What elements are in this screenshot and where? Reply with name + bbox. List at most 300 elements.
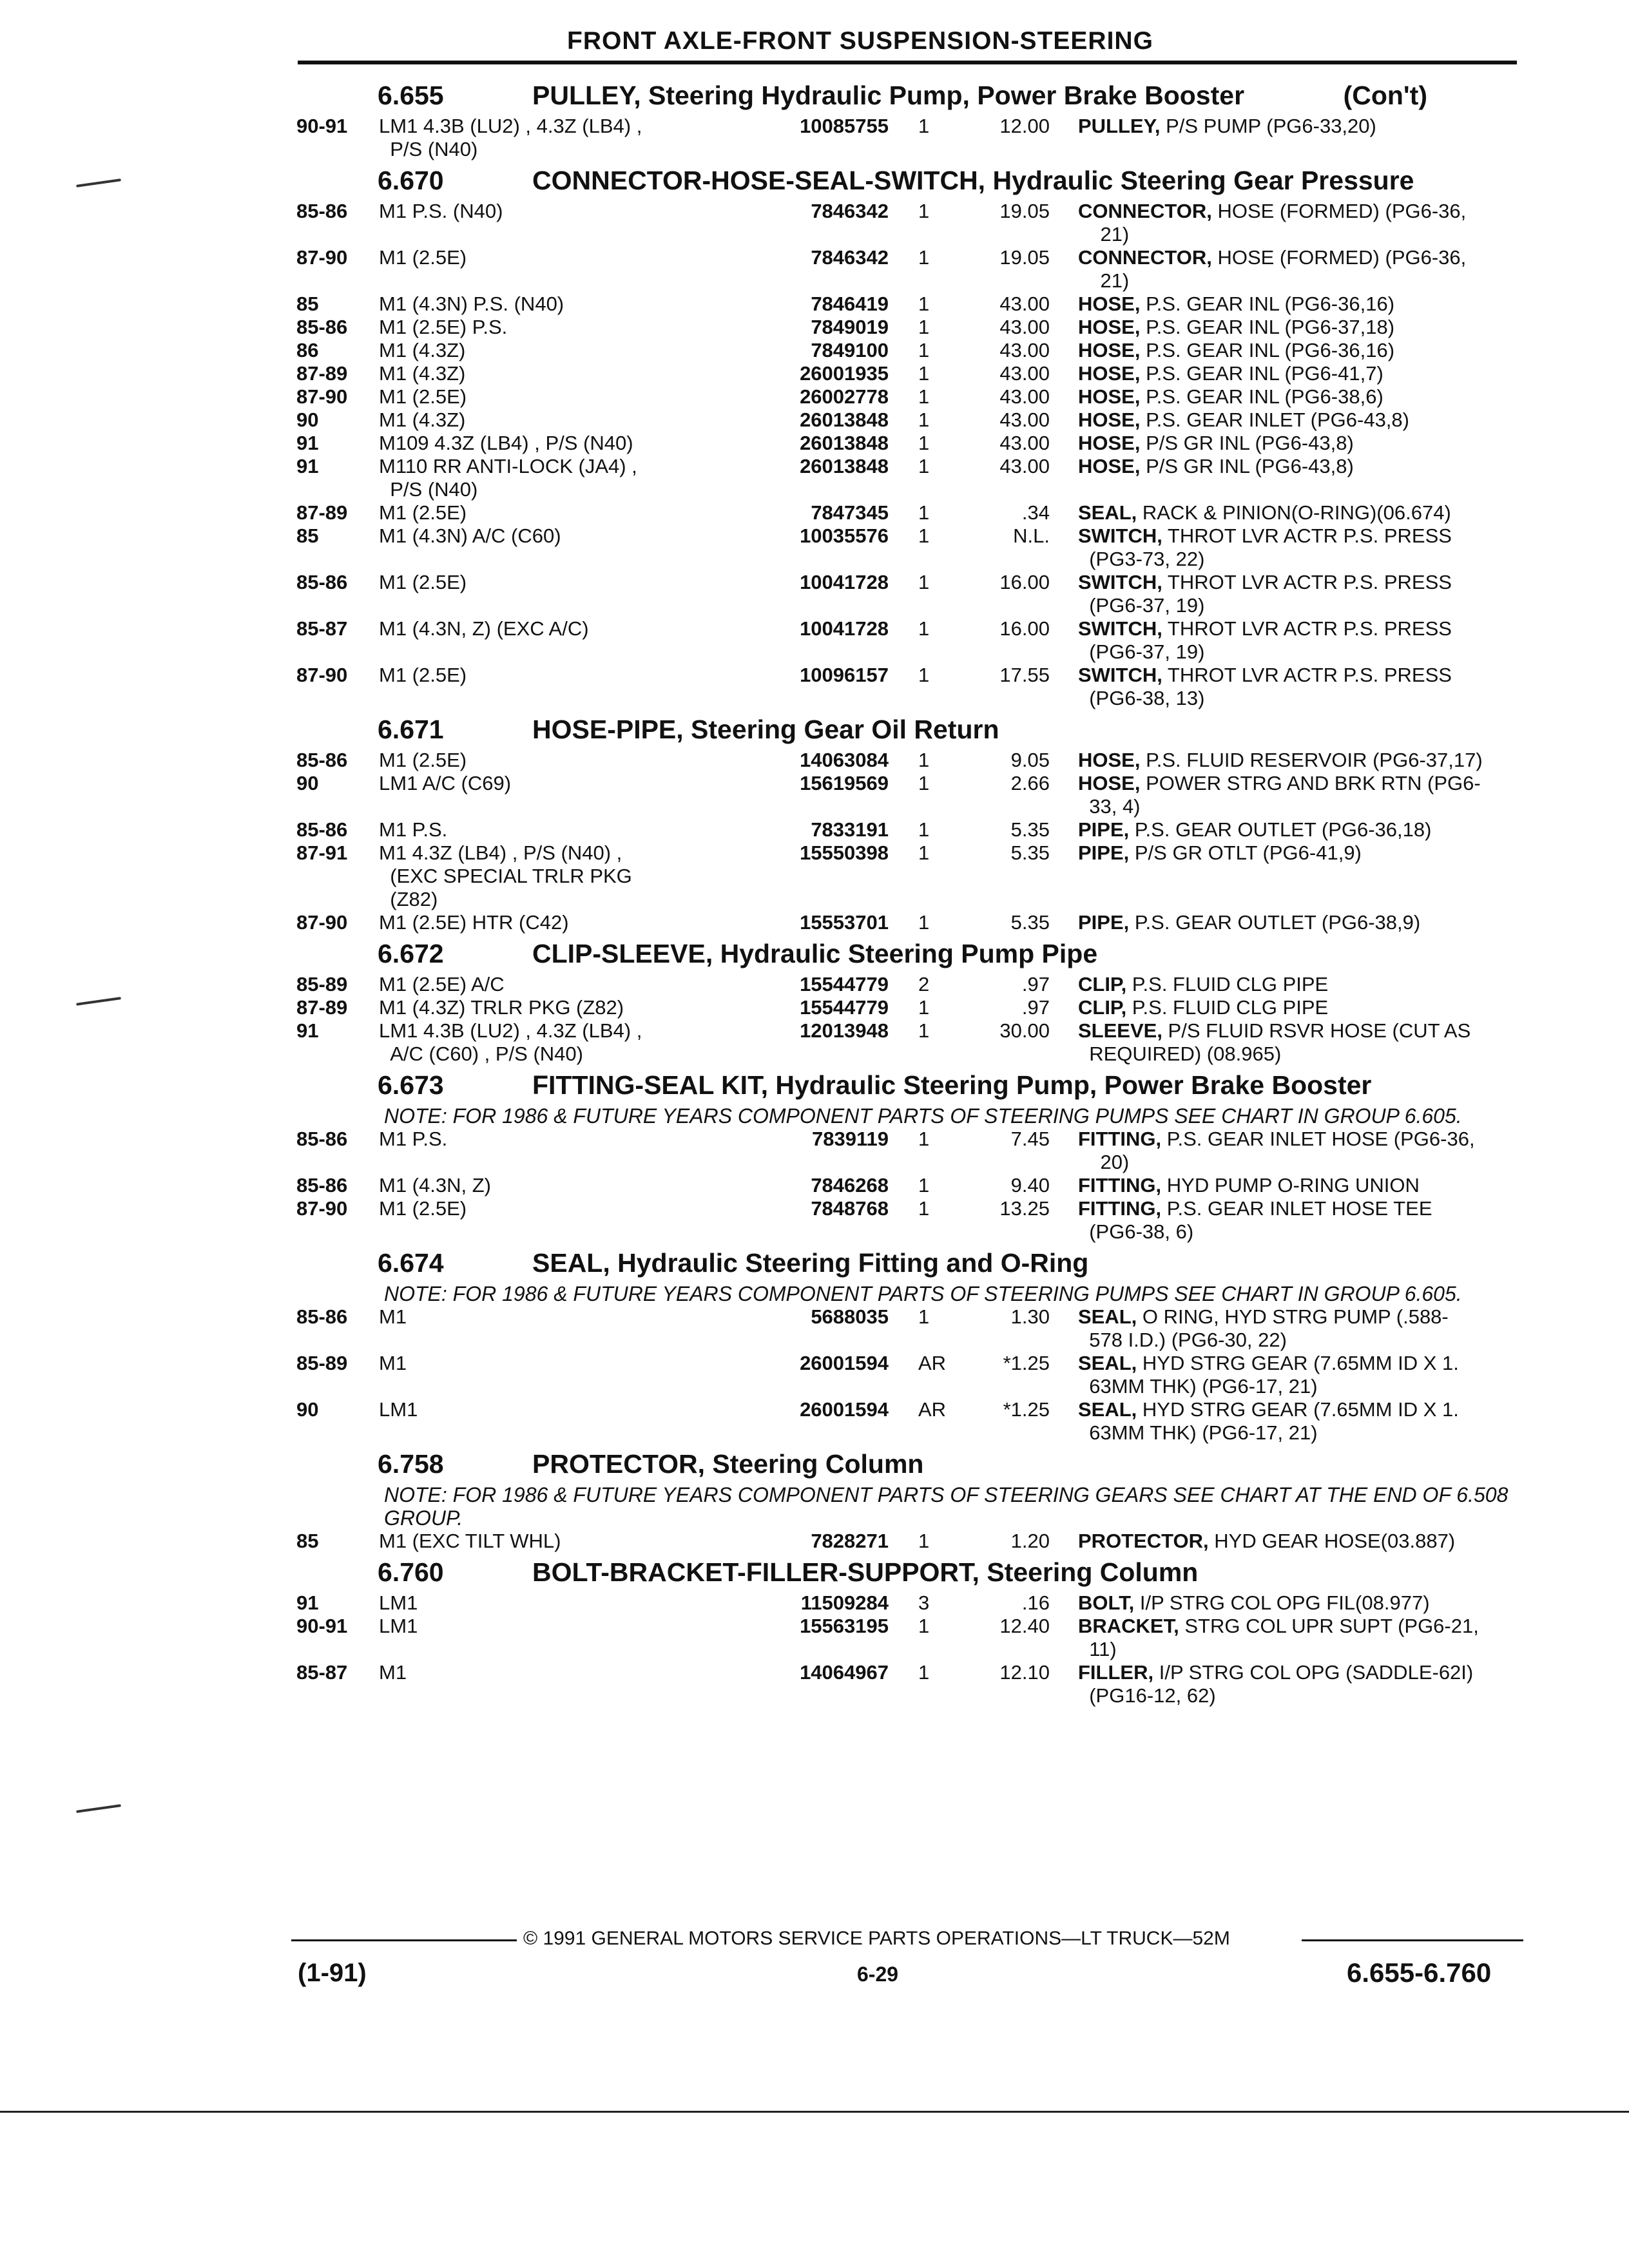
- part-name: PULLEY,: [1078, 115, 1161, 137]
- part-description: [1063, 1352, 1524, 1398]
- model-years: 85-87: [296, 1661, 348, 1684]
- model-usage: M1 (2.5E) A/C: [379, 973, 505, 995]
- page-number: 6-29: [857, 1963, 899, 1986]
- part-name: SEAL,: [1078, 501, 1137, 524]
- part-description: [1063, 115, 1524, 161]
- part-description: [1063, 455, 1524, 501]
- part-name: HOSE,: [1078, 339, 1141, 361]
- list-price: .97: [1021, 973, 1050, 995]
- part-detail: P.S. GEAR INL (PG6-38,6): [1140, 385, 1383, 408]
- model-usage: M1 (4.3N, Z): [379, 1174, 491, 1196]
- quantity: 1: [918, 749, 930, 771]
- list-price: N.L.: [1013, 524, 1050, 547]
- table-row: [296, 316, 1524, 339]
- part-description: [1063, 749, 1524, 772]
- part-number: 12013948: [800, 1019, 889, 1042]
- model-years: 86: [296, 339, 319, 361]
- part-name: HOSE,: [1078, 455, 1141, 477]
- model-usage: M1: [379, 1661, 407, 1684]
- section-6-760: [296, 1553, 1524, 1707]
- part-name: PROTECTOR,: [1078, 1530, 1209, 1552]
- table-row: [296, 293, 1524, 316]
- list-price: 2.66: [1010, 772, 1050, 794]
- part-name: HOSE,: [1078, 749, 1141, 771]
- model-years: 85-86: [296, 1305, 348, 1328]
- table-row: [296, 362, 1524, 385]
- section-title: SEAL, Hydraulic Steering Fitting and O-Ring: [532, 1248, 1089, 1278]
- part-number: 15544779: [800, 973, 889, 995]
- quantity: 1: [918, 772, 930, 794]
- section-number: 6.760: [378, 1557, 444, 1587]
- part-detail: P.S. GEAR INL (PG6-36,16): [1140, 293, 1395, 315]
- model-usage: M109 4.3Z (LB4) , P/S (N40): [379, 432, 633, 454]
- model-years: 87-90: [296, 1197, 348, 1220]
- model-usage: M1 (4.3N) A/C (C60): [379, 524, 561, 547]
- model-usage: M1 (2.5E) P.S.: [379, 316, 508, 338]
- table-row: [296, 1174, 1524, 1197]
- part-number: 14063084: [800, 749, 889, 771]
- model-years: 85-87: [296, 617, 348, 640]
- part-detail: STRG COL UPR SUPT (PG6-21, 11): [1089, 1615, 1479, 1660]
- list-price: 16.00: [999, 571, 1050, 593]
- part-description: [1063, 1128, 1524, 1174]
- list-price: 19.05: [999, 246, 1050, 269]
- part-name: SWITCH,: [1078, 664, 1162, 686]
- list-price: 43.00: [999, 432, 1050, 454]
- table-row: [296, 200, 1524, 246]
- quantity: 1: [918, 293, 930, 315]
- part-number: 7846342: [811, 246, 889, 269]
- part-number: 5688035: [811, 1305, 889, 1328]
- part-detail: I/P STRG COL OPG (SADDLE-62I) (PG16-12, 62): [1089, 1661, 1474, 1707]
- model-years: 87-90: [296, 664, 348, 686]
- part-detail: THROT LVR ACTR P.S. PRESS (PG6-38, 13): [1089, 664, 1452, 709]
- section-heading: [296, 76, 1524, 115]
- part-name: BOLT,: [1078, 1591, 1135, 1614]
- part-description: [1063, 664, 1524, 710]
- section-heading: [296, 710, 1524, 749]
- part-detail: P.S. GEAR OUTLET (PG6-38,9): [1129, 911, 1421, 934]
- model-years: 90: [296, 772, 319, 794]
- section-number: 6.673: [378, 1070, 444, 1100]
- list-price: 19.05: [999, 200, 1050, 222]
- section-6-671: [296, 710, 1524, 934]
- section-number: 6.671: [378, 715, 444, 744]
- part-number: 10041728: [800, 617, 889, 640]
- quantity: 3: [918, 1591, 930, 1614]
- model-usage: M1 (2.5E): [379, 571, 467, 593]
- list-price: .34: [1021, 501, 1050, 524]
- model-years: 85-86: [296, 749, 348, 771]
- table-row: [296, 1615, 1524, 1661]
- part-detail: P.S. FLUID CLG PIPE: [1126, 996, 1329, 1019]
- part-name: PIPE,: [1078, 841, 1130, 864]
- list-price: 43.00: [999, 455, 1050, 477]
- part-detail: P/S GR OTLT (PG6-41,9): [1129, 841, 1362, 864]
- part-name: CLIP,: [1078, 996, 1127, 1019]
- list-price: 5.35: [1010, 841, 1050, 864]
- model-years: 85: [296, 1530, 319, 1552]
- section-6-670: [296, 161, 1524, 710]
- part-detail: P.S. GEAR OUTLET (PG6-36,18): [1129, 818, 1432, 841]
- margin-mark: [76, 1804, 121, 1813]
- section-heading: [296, 1553, 1524, 1591]
- table-row: [296, 339, 1524, 362]
- list-price: *1.25: [1003, 1352, 1050, 1374]
- part-description: [1063, 524, 1524, 571]
- table-row: [296, 664, 1524, 710]
- model-usage: M1 P.S.: [379, 818, 448, 841]
- part-description: [1063, 973, 1524, 996]
- part-description: [1063, 200, 1524, 246]
- section-6-674: [296, 1244, 1524, 1445]
- model-years: 91: [296, 432, 319, 454]
- part-name: FILLER,: [1078, 1661, 1154, 1684]
- part-description: [1063, 1398, 1524, 1445]
- table-row: [296, 973, 1524, 996]
- model-usage: M1 P.S. (N40): [379, 200, 503, 222]
- part-detail: P.S. GEAR INLET HOSE TEE (PG6-38, 6): [1089, 1197, 1432, 1243]
- section-number: 6.655: [378, 81, 444, 110]
- section-note: NOTE: FOR 1986 & FUTURE YEARS COMPONENT PARTS OF STEERING GEARS SEE CHART AT THE END OF 6.508 GROUP.: [384, 1483, 1509, 1530]
- model-usage: M1: [379, 1352, 407, 1374]
- quantity: 1: [918, 385, 930, 408]
- part-name: SLEEVE,: [1078, 1019, 1162, 1042]
- part-description: [1063, 246, 1524, 293]
- table-row: [296, 408, 1524, 432]
- part-number: 7846342: [811, 200, 889, 222]
- part-number: 7849019: [811, 316, 889, 338]
- part-name: HOSE,: [1078, 385, 1141, 408]
- table-row: [296, 841, 1524, 911]
- part-name: FITTING,: [1078, 1128, 1162, 1150]
- part-number: 10035576: [800, 524, 889, 547]
- quantity: 1: [918, 841, 930, 864]
- model-usage: M1 (2.5E): [379, 664, 467, 686]
- model-years: 87-90: [296, 911, 348, 934]
- section-6-758: [296, 1445, 1524, 1553]
- part-description: [1063, 1019, 1524, 1066]
- part-number: 7846419: [811, 293, 889, 315]
- quantity: 1: [918, 617, 930, 640]
- model-years: 85-86: [296, 200, 348, 222]
- part-description: [1063, 293, 1524, 316]
- quantity: 1: [918, 200, 930, 222]
- part-number: 26001594: [800, 1398, 889, 1421]
- part-description: [1063, 385, 1524, 408]
- quantity: 1: [918, 911, 930, 934]
- model-usage: LM1 A/C (C69): [379, 772, 512, 794]
- table-row: [296, 115, 1524, 161]
- part-number: 26013848: [800, 432, 889, 454]
- part-name: FITTING,: [1078, 1197, 1162, 1220]
- part-detail: P.S. FLUID RESERVOIR (PG6-37,17): [1140, 749, 1483, 771]
- model-years: 85-86: [296, 316, 348, 338]
- part-description: [1063, 1197, 1524, 1244]
- list-price: 9.40: [1010, 1174, 1050, 1196]
- table-row: [296, 1661, 1524, 1707]
- table-row: [296, 1398, 1524, 1445]
- part-description: [1063, 1530, 1524, 1553]
- model-usage: M1 (2.5E): [379, 246, 467, 269]
- part-name: HOSE,: [1078, 408, 1141, 431]
- model-usage: M1 (2.5E): [379, 1197, 467, 1220]
- section-title: HOSE-PIPE, Steering Gear Oil Return: [532, 715, 999, 744]
- part-number: 26013848: [800, 455, 889, 477]
- section-note: NOTE: FOR 1986 & FUTURE YEARS COMPONENT PARTS OF STEERING PUMPS SEE CHART IN GROUP 6.605.: [384, 1104, 1462, 1128]
- list-price: 7.45: [1010, 1128, 1050, 1150]
- part-name: FITTING,: [1078, 1174, 1162, 1196]
- quantity: 1: [918, 115, 930, 137]
- footer-rule: [291, 1939, 517, 1941]
- model-years: 85-86: [296, 818, 348, 841]
- quantity: 1: [918, 524, 930, 547]
- part-detail: HOSE (FORMED) (PG6-36, 21): [1100, 246, 1467, 292]
- part-number: 10096157: [800, 664, 889, 686]
- header-rule: [298, 61, 1517, 64]
- section-number: 6.670: [378, 166, 444, 195]
- list-price: 9.05: [1010, 749, 1050, 771]
- model-usage: M1 (4.3N, Z) (EXC A/C): [379, 617, 589, 640]
- section-heading: [296, 1445, 1524, 1483]
- model-usage: M1 (4.3Z): [379, 339, 466, 361]
- part-detail: HYD STRG GEAR (7.65MM ID X 1. 63MM THK) (PG6-17, 21): [1089, 1398, 1459, 1444]
- model-usage: M110 RR ANTI-LOCK (JA4) , P/S (N40): [379, 455, 637, 501]
- part-detail: P/S FLUID RSVR HOSE (CUT AS REQUIRED) (08.965): [1089, 1019, 1471, 1065]
- part-description: [1063, 1661, 1524, 1707]
- table-row: [296, 749, 1524, 772]
- table-row: [296, 1591, 1524, 1615]
- part-name: CONNECTOR,: [1078, 200, 1212, 222]
- model-years: 85-89: [296, 973, 348, 995]
- quantity: 1: [918, 996, 930, 1019]
- model-years: 87-89: [296, 362, 348, 385]
- model-years: 87-91: [296, 841, 348, 864]
- part-name: HOSE,: [1078, 432, 1141, 454]
- model-years: 91: [296, 1591, 319, 1614]
- model-usage: M1 P.S.: [379, 1128, 448, 1150]
- quantity: 1: [918, 664, 930, 686]
- quantity: 1: [918, 1174, 930, 1196]
- model-years: 91: [296, 455, 319, 477]
- list-price: 12.00: [999, 115, 1050, 137]
- table-row: [296, 385, 1524, 408]
- part-detail: HOSE (FORMED) (PG6-36, 21): [1100, 200, 1467, 245]
- part-name: HOSE,: [1078, 362, 1141, 385]
- model-usage: LM1: [379, 1615, 418, 1637]
- part-name: CONNECTOR,: [1078, 246, 1212, 269]
- list-price: 5.35: [1010, 818, 1050, 841]
- list-price: 1.30: [1010, 1305, 1050, 1328]
- list-price: 16.00: [999, 617, 1050, 640]
- part-name: CLIP,: [1078, 973, 1127, 995]
- model-years: 85: [296, 524, 319, 547]
- part-detail: POWER STRG AND BRK RTN (PG6- 33, 4): [1089, 772, 1481, 818]
- part-description: [1063, 1305, 1524, 1352]
- model-years: 85: [296, 293, 319, 315]
- table-row: [296, 1197, 1524, 1244]
- list-price: 43.00: [999, 408, 1050, 431]
- section-6-672: [296, 934, 1524, 1066]
- quantity: 1: [918, 339, 930, 361]
- quantity: AR: [918, 1398, 947, 1421]
- margin-mark: [76, 178, 121, 187]
- quantity: 1: [918, 1661, 930, 1684]
- model-years: 87-90: [296, 246, 348, 269]
- model-usage: M1 (4.3Z): [379, 408, 466, 431]
- quantity: 1: [918, 316, 930, 338]
- part-description: [1063, 617, 1524, 664]
- model-years: 87-89: [296, 996, 348, 1019]
- bottom-rule: [0, 2111, 1629, 2113]
- table-row: [296, 455, 1524, 501]
- part-name: BRACKET,: [1078, 1615, 1179, 1637]
- model-usage: M1 (2.5E): [379, 385, 467, 408]
- part-name: HOSE,: [1078, 316, 1141, 338]
- quantity: 1: [918, 246, 930, 269]
- part-description: [1063, 316, 1524, 339]
- part-name: SWITCH,: [1078, 524, 1162, 547]
- table-row: [296, 818, 1524, 841]
- quantity: 1: [918, 1305, 930, 1328]
- table-row: [296, 772, 1524, 818]
- list-price: 43.00: [999, 385, 1050, 408]
- list-price: .16: [1021, 1591, 1050, 1614]
- part-number: 26013848: [800, 408, 889, 431]
- list-price: 12.40: [999, 1615, 1050, 1637]
- copyright: © 1991 GENERAL MOTORS SERVICE PARTS OPERATIONS—LT TRUCK—52M: [523, 1928, 1230, 1949]
- model-years: 90-91: [296, 1615, 348, 1637]
- table-row: [296, 911, 1524, 934]
- table-row: [296, 1530, 1524, 1553]
- quantity: 1: [918, 1530, 930, 1552]
- part-name: HOSE,: [1078, 772, 1141, 794]
- part-number: 7847345: [811, 501, 889, 524]
- quantity: 1: [918, 501, 930, 524]
- section-number: 6.674: [378, 1248, 444, 1278]
- part-description: [1063, 1174, 1524, 1197]
- part-number: 7846268: [811, 1174, 889, 1196]
- part-description: [1063, 339, 1524, 362]
- quantity: 1: [918, 1197, 930, 1220]
- model-years: 87-89: [296, 501, 348, 524]
- part-number: 7849100: [811, 339, 889, 361]
- model-usage: M1 (2.5E): [379, 501, 467, 524]
- part-name: SEAL,: [1078, 1398, 1137, 1421]
- list-price: 43.00: [999, 316, 1050, 338]
- list-price: 17.55: [999, 664, 1050, 686]
- part-number: 15550398: [800, 841, 889, 864]
- part-name: SWITCH,: [1078, 617, 1162, 640]
- part-number: 10041728: [800, 571, 889, 593]
- part-number: 7828271: [811, 1530, 889, 1552]
- part-detail: THROT LVR ACTR P.S. PRESS (PG6-37, 19): [1089, 571, 1452, 617]
- section-heading: [296, 934, 1524, 973]
- quantity: 1: [918, 432, 930, 454]
- section-title: PULLEY, Steering Hydraulic Pump, Power Brake Booster: [532, 81, 1245, 110]
- section-title: FITTING-SEAL KIT, Hydraulic Steering Pump, Power Brake Booster: [532, 1070, 1372, 1100]
- table-row: [296, 1352, 1524, 1398]
- list-price: 43.00: [999, 339, 1050, 361]
- section-note: NOTE: FOR 1986 & FUTURE YEARS COMPONENT PARTS OF STEERING PUMPS SEE CHART IN GROUP 6.605.: [384, 1282, 1462, 1305]
- part-detail: THROT LVR ACTR P.S. PRESS (PG6-37, 19): [1089, 617, 1452, 663]
- part-description: [1063, 772, 1524, 818]
- part-detail: P.S. GEAR INL (PG6-41,7): [1140, 362, 1383, 385]
- part-description: [1063, 818, 1524, 841]
- part-detail: P/S PUMP (PG6-33,20): [1160, 115, 1376, 137]
- part-number: 7833191: [811, 818, 889, 841]
- part-description: [1063, 841, 1524, 911]
- part-detail: HYD GEAR HOSE(03.887): [1208, 1530, 1456, 1552]
- table-row: [296, 1019, 1524, 1066]
- part-name: HOSE,: [1078, 293, 1141, 315]
- table-row: [296, 1128, 1524, 1174]
- part-number: 7839119: [812, 1128, 889, 1150]
- part-number: 15553701: [800, 911, 889, 934]
- part-detail: RACK & PINION(O-RING)(06.674): [1137, 501, 1451, 524]
- quantity: 1: [918, 1019, 930, 1042]
- part-description: [1063, 1591, 1524, 1615]
- part-detail: P.S. GEAR INLET (PG6-43,8): [1140, 408, 1409, 431]
- quantity: 1: [918, 1128, 930, 1150]
- revision-date: (1-91): [298, 1959, 367, 1987]
- quantity: 1: [918, 571, 930, 593]
- part-number: 15619569: [800, 772, 889, 794]
- part-detail: O RING, HYD STRG PUMP (.588- 578 I.D.) (PG6-30, 22): [1089, 1305, 1449, 1351]
- model-usage: LM1 4.3B (LU2) , 4.3Z (LB4) , A/C (C60) , P/S (N40): [379, 1019, 642, 1065]
- model-usage: LM1: [379, 1591, 418, 1614]
- table-row: [296, 996, 1524, 1019]
- part-description: [1063, 432, 1524, 455]
- section-heading: [296, 161, 1524, 200]
- part-detail: THROT LVR ACTR P.S. PRESS (PG3-73, 22): [1089, 524, 1452, 570]
- model-years: 90-91: [296, 115, 348, 137]
- model-usage: M1 (EXC TILT WHL): [379, 1530, 561, 1552]
- section-title: PROTECTOR, Steering Column: [532, 1449, 924, 1479]
- part-description: [1063, 362, 1524, 385]
- quantity: 1: [918, 408, 930, 431]
- quantity: 1: [918, 362, 930, 385]
- part-detail: P.S. FLUID CLG PIPE: [1126, 973, 1329, 995]
- part-number: 15544779: [800, 996, 889, 1019]
- model-usage: M1 (4.3Z): [379, 362, 466, 385]
- model-usage: M1 (2.5E) HTR (C42): [379, 911, 569, 934]
- footer-rule: [1302, 1939, 1523, 1941]
- part-detail: P/S GR INL (PG6-43,8): [1140, 455, 1354, 477]
- model-usage: LM1: [379, 1398, 418, 1421]
- part-number: 26002778: [800, 385, 889, 408]
- model-usage: LM1 4.3B (LU2) , 4.3Z (LB4) , P/S (N40): [379, 115, 642, 160]
- section-number: 6.672: [378, 939, 444, 968]
- section-6-673: [296, 1066, 1524, 1244]
- list-price: 1.20: [1010, 1530, 1050, 1552]
- table-row: [296, 501, 1524, 524]
- part-name: PIPE,: [1078, 818, 1130, 841]
- model-usage: M1 (4.3Z) TRLR PKG (Z82): [379, 996, 624, 1019]
- list-price: 30.00: [999, 1019, 1050, 1042]
- part-detail: I/P STRG COL OPG FIL(08.977): [1134, 1591, 1430, 1614]
- part-description: [1063, 996, 1524, 1019]
- table-row: [296, 1305, 1524, 1352]
- quantity: 1: [918, 818, 930, 841]
- model-years: 90: [296, 408, 319, 431]
- list-price: *1.25: [1003, 1398, 1050, 1421]
- part-number: 15563195: [800, 1615, 889, 1637]
- part-description: [1063, 408, 1524, 432]
- model-years: 91: [296, 1019, 319, 1042]
- part-name: PIPE,: [1078, 911, 1130, 934]
- table-row: [296, 617, 1524, 664]
